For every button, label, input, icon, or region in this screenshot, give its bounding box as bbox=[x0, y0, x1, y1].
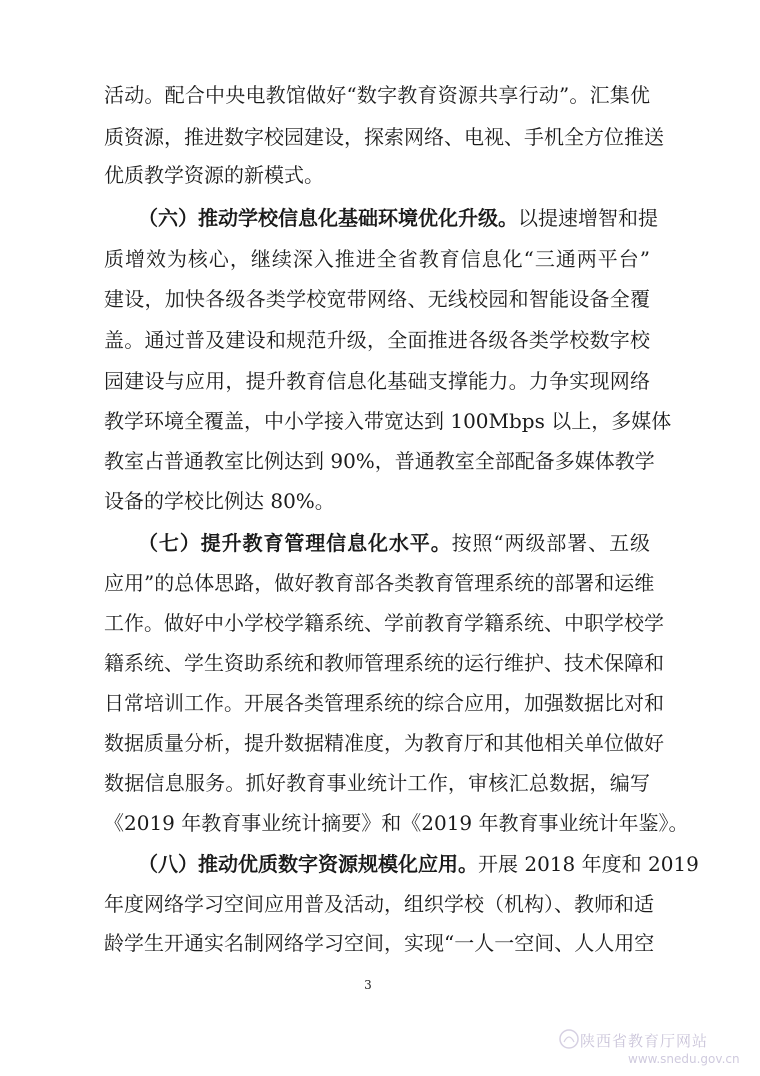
text-line: 日常培训工作。开展各类管理系统的综合应用，加强数据比对和 bbox=[104, 691, 664, 715]
text-line: 年度网络学习空间应用普及活动，组织学校（机构）、教师和适 bbox=[104, 892, 654, 916]
text-line: 教室占普通教室比例达到 90%，普通教室全部配备多媒体教学 bbox=[104, 449, 655, 473]
text-span: 开展 2018 年度和 2019 bbox=[478, 852, 699, 876]
text-line: 《2019 年教育事业统计摘要》和《2019 年教育事业统计年鉴》。 bbox=[104, 811, 689, 835]
section-heading-line bbox=[0, 205, 760, 231]
text-line: 设备的学校比例达 80%。 bbox=[104, 489, 335, 513]
text-line: 质增效为核心，继续深入推进全省教育信息化“三通两平台” bbox=[104, 247, 650, 271]
section-heading: （八）推动优质数字资源规模化应用。 bbox=[138, 852, 478, 876]
text-line: 质资源，推进数字校园建设，探索网络、电视、手机全方位推送 bbox=[104, 125, 664, 149]
text-line: 盖。通过普及建设和规范升级，全面推进各级各类学校数字校 bbox=[104, 328, 650, 352]
section-heading-line bbox=[0, 530, 760, 556]
text-line: 龄学生开通实名制网络学习空间，实现“一人一空间、人人用空 bbox=[104, 931, 655, 955]
section-heading: （七）提升教育管理信息化水平。 bbox=[138, 531, 452, 555]
text-line: 教学环境全覆盖，中小学接入带宽达到 100Mbps 以上，多媒体 bbox=[104, 409, 672, 433]
text-line: 工作。做好中小学校学籍系统、学前教育学籍系统、中职学校学 bbox=[104, 611, 664, 635]
watermark-url: www.snedu.gov.cn bbox=[628, 1052, 740, 1066]
text-line: 籍系统、学生资助系统和教师管理系统的运行维护、技术保障和 bbox=[104, 651, 664, 675]
seal-icon bbox=[558, 1028, 580, 1050]
section-heading: （六）推动学校信息化基础环境优化升级。 bbox=[138, 206, 518, 230]
text-line: 园建设与应用，提升教育信息化基础支撑能力。力争实现网络 bbox=[104, 369, 650, 393]
text-line: 应用”的总体思路，做好教育部各类教育管理系统的部署和运维 bbox=[104, 571, 655, 595]
text-line: 数据信息服务。抓好教育事业统计工作，审核汇总数据，编写 bbox=[104, 771, 650, 795]
section-heading-line bbox=[0, 851, 760, 877]
text-line: 数据质量分析，提升数据精准度，为教育厅和其他相关单位做好 bbox=[104, 731, 664, 755]
text-line: 建设，加快各级各类学校宽带网络、无线校园和智能设备全覆 bbox=[104, 287, 650, 311]
text-line: 活动。配合中央电教馆做好“数字教育资源共享行动”。汇集优 bbox=[104, 83, 650, 107]
page-number: 3 bbox=[364, 978, 372, 992]
text-span: 按照“两级部署、五级 bbox=[451, 531, 650, 555]
watermark-text: 陕西省教育厅网站 bbox=[580, 1032, 709, 1050]
text-span: 以提速增智和提 bbox=[518, 206, 658, 230]
text-line: 优质教学资源的新模式。 bbox=[104, 163, 324, 187]
